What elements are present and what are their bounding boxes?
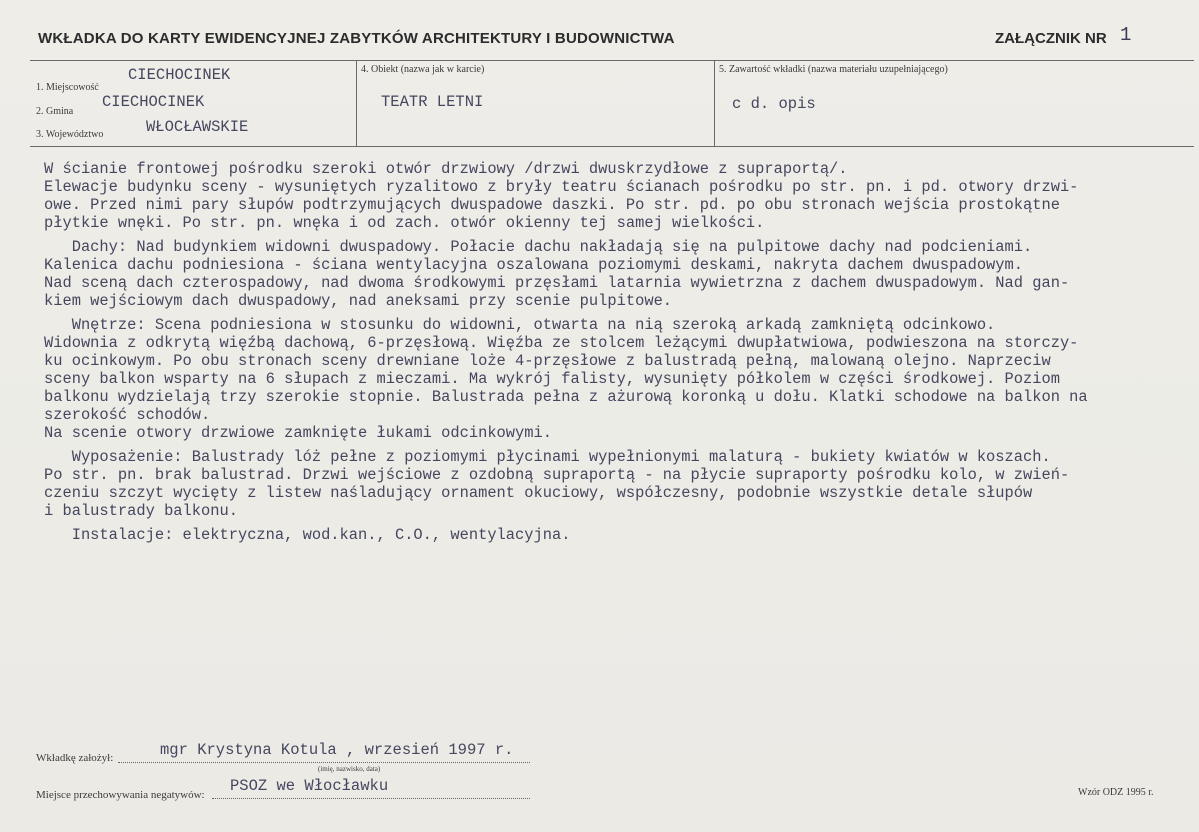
miejscowosc-label: 1. Miejscowość [36,82,99,93]
top-rule [30,60,1194,61]
obiekt-label: 4. Obiekt (nazwa jak w karcie) [361,64,485,75]
paragraph-roofs [44,238,1194,310]
description-body [44,160,1194,550]
miejscowosc-value: CIECHOCINEK [128,66,231,84]
text-line: balkonu wydzielają trzy szerokie stopnie. Balustrada pełna z ażurową koronką u dołu. Klatki schodowe na balkon na [44,388,1088,406]
text-line: kiem wejściowym dach dwuspadowy, nad aneksami przy scenie pulpitowe. [44,292,673,310]
card-title: WKŁADKA DO KARTY EWIDENCYJNEJ ZABYTKÓW ARCHITEKTURY I BUDOWNICTWA [38,30,675,47]
paragraph-installations [44,526,1194,544]
obiekt-value: TEATR LETNI [381,93,484,111]
miejsce-value: PSOZ we Włocławku [230,777,389,795]
zalozyl-dotted-line [118,762,530,763]
bottom-rule [30,146,1194,147]
gmina-value: CIECHOCINEK [102,93,205,111]
zalozyl-hint: (imię, nazwisko, data) [318,765,381,773]
text-line: Na scenie otwory drzwiowe zamknięte łukami odcinkowymi. [44,424,552,442]
text-line: Po str. pn. brak balustrad. Drzwi wejściowe z ozdobną supraportą - na płycie supraporty pośrodku kolo, w zwień- [44,466,1070,484]
zalozyl-value: mgr Krystyna Kotula , wrzesień 1997 r. [160,741,514,759]
text-line: czeniu szczyt wycięty z listew naśladujący ornament okuciowy, współczesny, podobnie wszystkie detale słupów [44,484,1033,502]
miejsce-label: Miejsce przechowywania negatywów: [36,789,205,801]
text-line: Wnętrze: Scena podniesiona w stosunku do widowni, otwarta na nią szeroką arkadą zamkniętą odcinkowo. [44,316,996,334]
divider-2 [714,60,715,146]
text-line: Kalenica dachu podniesiona - ściana wentylacyjna oszalowana poziomymi deskami, nakryta dachem dwuspadowym. [44,256,1024,274]
text-line: i balustrady balkonu. [44,502,238,520]
annex-number: 1 [1120,24,1132,46]
paragraph-interior [44,316,1194,442]
text-line: szerokość schodów. [44,406,211,424]
text-line: płytkie wnęki. Po str. pn. wnęka i od zach. otwór okienny tej samej wielkości. [44,214,765,232]
text-line: ku ocinkowym. Po obu stronach sceny drewniane loże 4-przęsłowe z balustradą pełną, malowaną olejno. Naprzeciw [44,352,1051,370]
miejsce-dotted-line [212,798,530,799]
form-version: Wzór ODZ 1995 r. [1078,787,1154,798]
text-line: Dachy: Nad budynkiem widowni dwuspadowy. Połacie dachu nakładają się na pulpitowe dachy nad podcieniami. [44,238,1033,256]
zalozyl-label: Wkładkę założył: [36,752,114,764]
paragraph-furnishings [44,448,1194,520]
wojewodztwo-label: 3. Województwo [36,129,104,140]
text-line: owe. Przed nimi pary słupów podtrzymujących dwuspadowe daszki. Po str. pd. po obu stronach wejścia prostokątne [44,196,1060,214]
text-line: Widownia z odkrytą więźbą dachową, 6-przęsłową. Więźba ze stolcem leżącymi dwupłatwiowa, podwieszona na storczy- [44,334,1079,352]
text-line: Nad sceną dach czterospadowy, nad dwoma środkowymi przęsłami latarnia wywietrzna z dachem dwuspadowym. Nad gan- [44,274,1070,292]
text-line: Instalacje: elektryczna, wod.kan., C.O., wentylacyjna. [44,526,571,544]
text-line: sceny balkon wsparty na 6 słupach z mieczami. Ma wykrój falisty, wysunięty półkolem w części środkowej. Poziom [44,370,1060,388]
wojewodztwo-value: WŁOCŁAWSKIE [146,118,249,136]
paragraph-entrance [44,160,1194,232]
zawartosc-value: c d. opis [732,95,816,113]
text-line: Wyposażenie: Balustrady lóż pełne z poziomymi płycinami wypełnionymi malaturą - bukiety kwiatów w koszach. [44,448,1051,466]
text-line: W ścianie frontowej pośrodku szeroki otwór drzwiowy /drzwi dwuskrzydłowe z supraportą/. [44,160,848,178]
text-line: Elewacje budynku sceny - wysuniętych ryzalitowo z bryły teatru ścianach pośrodku po str. pn. i pd. otwory drzwi- [44,178,1079,196]
annex-label: ZAŁĄCZNIK NR [995,30,1107,47]
divider-1 [356,60,357,146]
zawartosc-label: 5. Zawartość wkładki (nazwa materiału uzupełniającego) [719,64,948,75]
gmina-label: 2. Gmina [36,106,74,117]
